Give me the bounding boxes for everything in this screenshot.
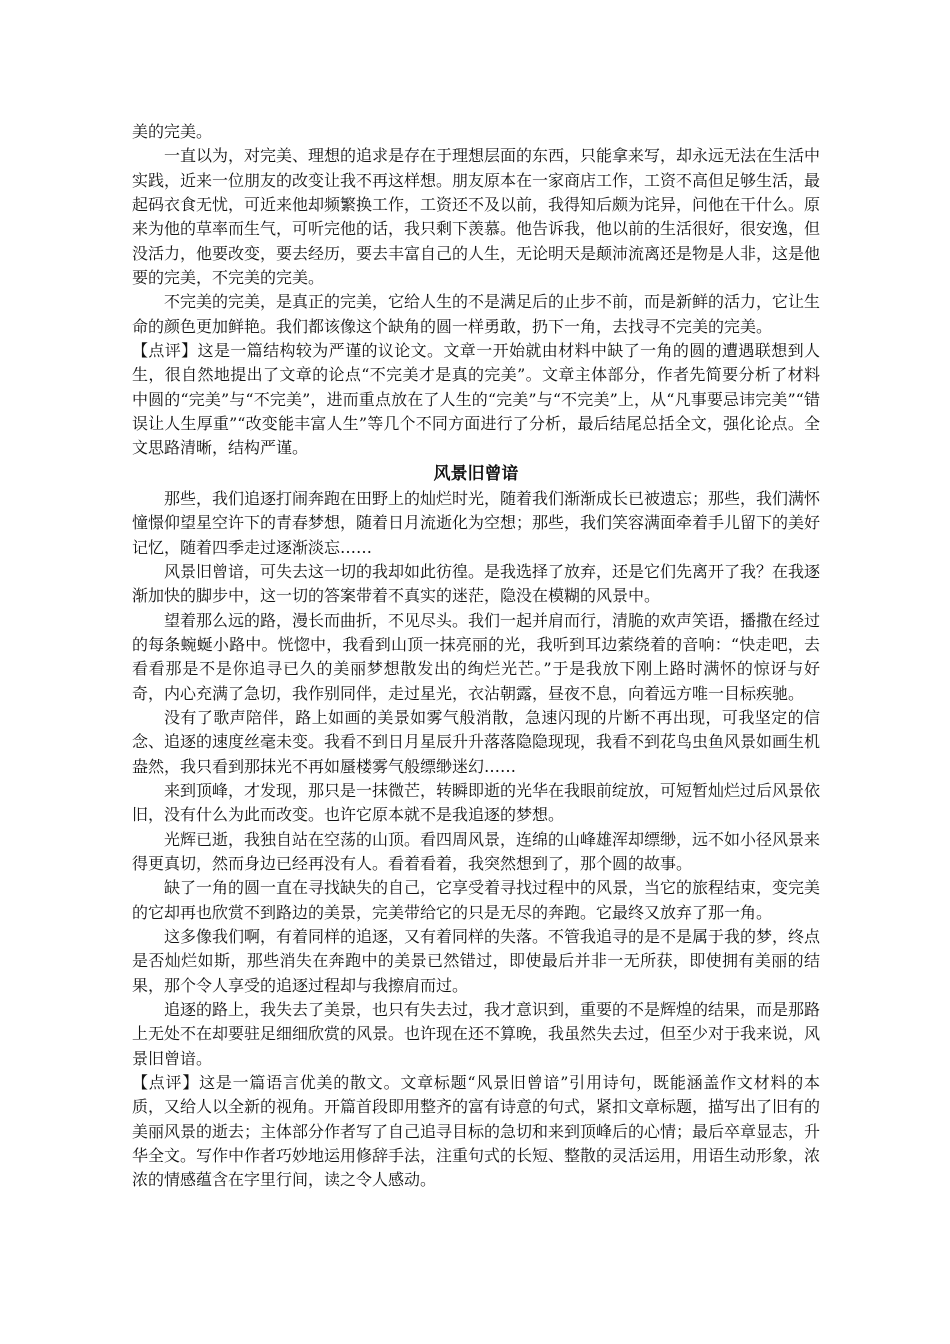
paragraph: 一直以为，对完美、理想的追求是存在于理想层面的东西，只能拿来写，却永远无法在生活中实践，近来一位朋友的改变让我不再这样想。朋友原本在一家商店工作，工资不高但足够生活，最起码衣食无忧，可近来他却频繁换工作，工资还不及以前，我得知后颇为诧异，问他在干什么。原来为他的草率而生气，可听完他的话，我只剩下羡慕。他告诉我，他以前的生活很好，很安逸，但没活力，他要改变，要去经历，要去丰富自己的人生，无论明天是颠沛流离还是物是人非，这是他要的完美，不完美的完美。 <box>132 146 821 288</box>
paragraph: 美的完美。 <box>132 122 213 141</box>
paragraph: 风景旧曾谙，可失去这一切的我却如此彷徨。是我选择了放弃，还是它们先离开了我？在我逐渐加快的脚步中，这一切的答案带着不真实的迷茫，隐没在模糊的风景中。 <box>132 561 821 606</box>
paragraph: 这多像我们啊，有着同样的追逐，又有着同样的失落。不管我追寻的是不是属于我的梦，终点是否灿烂如斯，那些消失在奔跑中的美景已然错过，即使最后并非一无所获，即使拥有美丽的结果，那个令人享受的追逐过程却与我擦肩而过。 <box>132 927 821 995</box>
paragraph: 望着那么远的路，漫长而曲折，不见尽头。我们一起并肩而行，清脆的欢声笑语，播撒在经过的每条蜿蜒小路中。恍惚中，我看到山顶一抹亮丽的光，我听到耳边萦绕着的音响：“快走吧，去看看那是不是你追寻已久的美丽梦想散发出的绚烂光芒。”于是我放下刚上路时满怀的惊讶与好奇，内心充满了急切，我作别同伴，走过星光，衣沾朝露，昼夜不息，向着远方唯一目标疾驰。 <box>132 610 821 703</box>
paragraph: 没有了歌声陪伴，路上如画的美景如雾气般消散，急速闪现的片断不再出现，可我坚定的信念、追逐的速度丝毫未变。我看不到日月星辰升升落落隐隐现现，我看不到花鸟虫鱼风景如画生机盎然，我只看到那抹光不再如蜃楼雾气般缥缈迷幻…… <box>132 707 821 776</box>
essay-title: 风景旧曾谙 <box>433 463 519 484</box>
review-paragraph: 【点评】这是一篇结构较为严谨的议论文。文章一开始就由材料中缺了一角的圆的遭遇联想到人生，很自然地提出了文章的论点“不完美才是真的完美”。文章主体部分，作者先简要分析了材料中圆的“完美”与“不完美”，进而重点放在了人生的“完美”与“不完美”上，从“凡事要忌讳完美”“错误让人生厚重”“改变能丰富人生”等几个不同方面进行了分析，最后结尾总括全文，强化论点。全文思路清晰，结构严谨。 <box>132 341 820 458</box>
paragraph: 那些，我们追逐打闹奔跑在田野上的灿烂时光，随着我们渐渐成长已被遗忘；那些，我们满怀憧憬仰望星空许下的青春梦想，随着日月流逝化为空想；那些，我们笑容满面牵着手儿留下的美好记忆，随着四季走过逐渐淡忘…… <box>132 488 821 557</box>
paragraph: 缺了一角的圆一直在寻找缺失的自己，它享受着寻找过程中的风景，当它的旅程结束，变完美的它却再也欣赏不到路边的美景，完美带给它的只是无尽的奔跑。它最终又放弃了那一角。 <box>132 878 821 922</box>
review-paragraph: 【点评】这是一篇语言优美的散文。文章标题“风景旧曾谙”引用诗句，既能涵盖作文材料的本质，又给人以全新的视角。开篇首段即用整齐的富有诗意的句式，紧扣文章标题，描写出了旧有的美丽风景的逝去；主体部分作者写了自己追寻目标的急切和来到顶峰后的心情；最后卒章显志，升华全文。写作中作者巧妙地运用修辞手法，注重句式的长短、整散的灵活运用，用语生动形象，浓浓的情感蕴含在字里行间，读之令人感动。 <box>132 1073 821 1190</box>
paragraph: 追逐的路上，我失去了美景，也只有失去过，我才意识到，重要的不是辉煌的结果，而是那路上无处不在却要驻足细细欣赏的风景。也许现在还不算晚，我虽然失去过，但至少对于我来说，风景旧曾谙。 <box>132 1000 821 1068</box>
paragraph: 不完美的完美，是真正的完美，它给人生的不是满足后的止步不前，而是新鲜的活力，它让生命的颜色更加鲜艳。我们都该像这个缺角的圆一样勇敢，扔下一角，去找寻不完美的完美。 <box>132 292 821 336</box>
document-page <box>132 120 820 1193</box>
paragraph: 来到顶峰，才发现，那只是一抹微芒，转瞬即逝的光华在我眼前绽放，可短暂灿烂过后风景依旧，没有什么为此而改变。也许它原本就不是我追逐的梦想。 <box>132 780 821 825</box>
paragraph: 光辉已逝，我独自站在空荡的山顶。看四周风景，连绵的山峰雄浑却缥缈，远不如小径风景来得更真切，然而身边已经再没有人。看着看着，我突然想到了，那个圆的故事。 <box>132 829 821 873</box>
